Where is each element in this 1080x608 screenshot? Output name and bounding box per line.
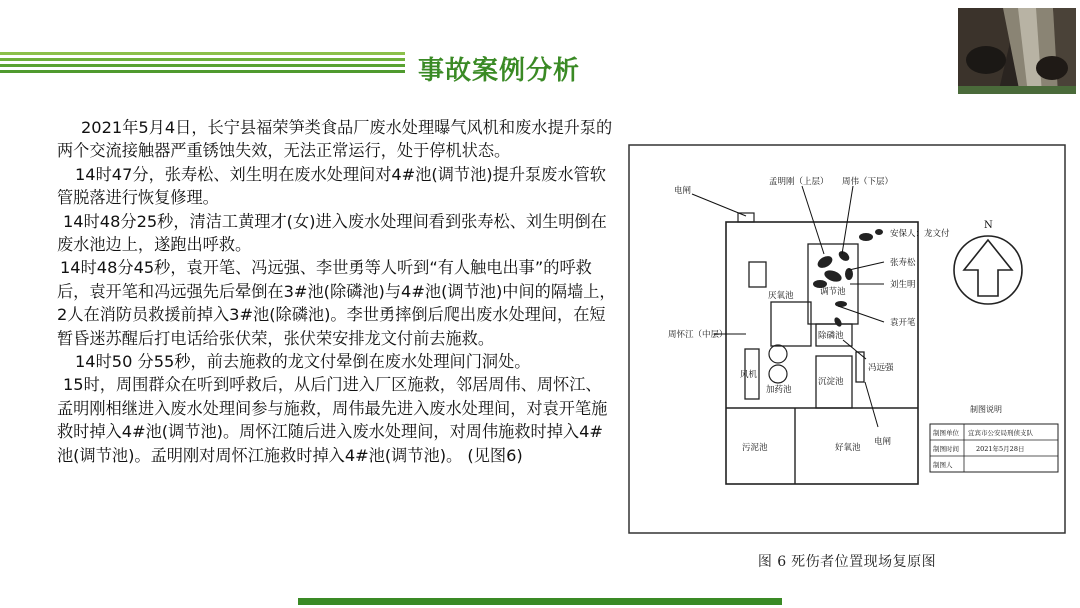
svg-text:宜宾市公安局刑侦支队: 宜宾市公安局刑侦支队 bbox=[968, 429, 1033, 437]
case-description bbox=[57, 116, 617, 467]
paragraph: 14时50 分55秒，前去施救的龙文付晕倒在废水处理间门洞处。 bbox=[75, 352, 531, 372]
bottom-accent-bar bbox=[298, 598, 782, 605]
paragraph: 14时48分45秒，袁开笔、冯远强、李世勇等人听到“有人触电出事”的呼救后，袁开笔和冯远强先后晕倒在3#池(除磷池)与4#池(调节池)中间的隔墙上，2人在消防员救援前掉入3#池(除磷池)。李世勇摔倒后爬出废水处理间，在短暂昏迷苏醒后打电话给张伏荣，张伏荣安排龙文付前去施救。 bbox=[57, 258, 616, 348]
label-fan: 风机 bbox=[740, 370, 758, 380]
label-anoxic-pool: 厌氧池 bbox=[768, 291, 794, 301]
label-zhou-huai-jiang: 周怀江（中层） bbox=[668, 330, 728, 340]
svg-text:2021年5月28日: 2021年5月28日 bbox=[976, 445, 1025, 453]
svg-text:制图单位: 制图单位 bbox=[933, 429, 959, 437]
label-meng-ming-gang: 孟明刚（上层） bbox=[769, 177, 829, 187]
label-zhou-wei: 周伟（下层） bbox=[842, 177, 894, 187]
scene-reconstruction-diagram bbox=[628, 144, 1066, 534]
label-dosing-pool: 加药池 bbox=[766, 385, 792, 395]
svg-text:制图人: 制图人 bbox=[933, 461, 953, 469]
label-sludge-pool: 污泥池 bbox=[742, 443, 768, 453]
figure-caption bbox=[628, 551, 1066, 571]
paragraph: 15时，周围群众在听到呼救后，从后门进入厂区施救，邻居周伟、周怀江、孟明刚相继进入废水处理间参与施救，周伟最先进入废水处理间，对袁开笔施救时掉入4#池(调节池)。周怀江随后进入废水处理间，对周伟施救时掉入4#池(调节池)。孟明刚对周怀江施救时掉入4#池(调节池)。 (见图6) bbox=[57, 375, 608, 465]
label-phosphorus-pool: 除磷池 bbox=[818, 331, 844, 341]
svg-text:制图时间: 制图时间 bbox=[933, 445, 959, 453]
accident-scene-photo bbox=[958, 8, 1076, 94]
header-stripes bbox=[0, 52, 405, 78]
svg-text:N: N bbox=[984, 220, 993, 231]
svg-text:制图说明: 制图说明 bbox=[970, 405, 1002, 414]
figure-caption-text: 死伤者位置现场复原图 bbox=[791, 554, 937, 570]
label-zhang-shou-song: 张寿松 bbox=[890, 258, 916, 268]
label-switch-bottom: 电闸 bbox=[874, 437, 892, 447]
page-title: 事故案例分析 bbox=[418, 56, 581, 86]
label-liu-sheng-ming: 刘生明 bbox=[890, 280, 916, 290]
label-regulating-pool: 调节池 bbox=[820, 287, 846, 297]
figure-caption-number: 图 6 bbox=[757, 554, 787, 570]
paragraph: 2021年5月4日，长宁县福荣笋类食品厂废水处理曝气风机和废水提升泵的两个交流接触器严重锈蚀失效，无法正常运行，处于停机状态。 bbox=[57, 118, 613, 161]
paragraph: 14时48分25秒，清洁工黄理才(女)进入废水处理间看到张寿松、刘生明倒在废水池边上，遂跑出呼救。 bbox=[57, 211, 607, 255]
label-yuan-kai-bi: 袁开笔 bbox=[890, 318, 916, 328]
paragraph: 14时47分，张寿松、刘生明在废水处理间对4#池(调节池)提升泵废水管软管脱落进行恢复修理。 bbox=[57, 164, 606, 208]
label-sedimentation-pool: 沉淀池 bbox=[818, 377, 844, 387]
label-safety-officer: 安保人：龙文付 bbox=[890, 229, 950, 239]
label-feng-yuan-qiang: 冯远强 bbox=[868, 363, 894, 373]
label-aerobic-pool: 好氧池 bbox=[835, 443, 861, 453]
label-switch-top: 电闸 bbox=[674, 186, 692, 196]
